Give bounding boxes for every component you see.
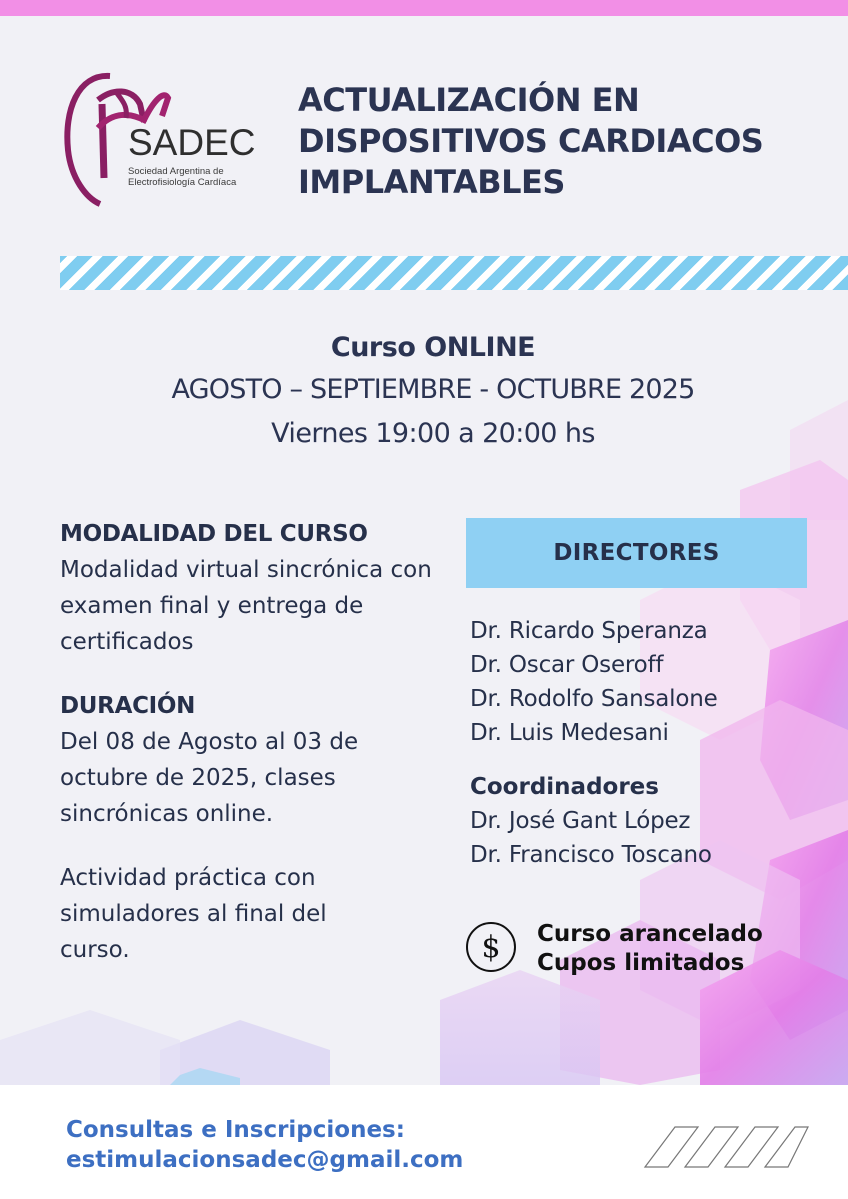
- practice-text: Actividad práctica con simuladores al final del curso.: [60, 865, 327, 963]
- course-dates: AGOSTO – SEPTIEMBRE - OCTUBRE 2025: [171, 374, 695, 405]
- title-line: ACTUALIZACIÓN EN: [298, 81, 640, 119]
- contact-info: [66, 1115, 463, 1175]
- director-name: Dr. Ricardo Speranza: [470, 618, 708, 644]
- title-line: IMPLANTABLES: [298, 163, 565, 201]
- fee-notice: [466, 920, 836, 980]
- title-line: DISPOSITIVOS CARDIACOS: [298, 122, 764, 160]
- course-info: [0, 328, 848, 456]
- duration-text: Del 08 de Agosto al 03 de octubre de 2025, clases sincrónicas online.: [60, 729, 359, 827]
- course-type: Curso ONLINE: [330, 332, 536, 363]
- fee-line: Curso arancelado: [537, 921, 763, 947]
- page-title: [298, 80, 818, 203]
- capacity-line: Cupos limitados: [537, 950, 745, 976]
- modality-heading: MODALIDAD DEL CURSO: [60, 521, 368, 547]
- contact-label: Consultas e Inscripciones:: [66, 1117, 405, 1143]
- course-details: [60, 516, 440, 968]
- dollar-icon: $: [466, 922, 516, 972]
- directors-heading: DIRECTORES: [466, 518, 807, 588]
- coordinator-name: Dr. Francisco Toscano: [470, 842, 712, 868]
- modality-text: Modalidad virtual sincrónica con examen final y entrega de certificados: [60, 557, 432, 655]
- director-name: Dr. Oscar Oseroff: [470, 652, 664, 678]
- striped-divider: [60, 256, 848, 290]
- coordinators-heading: Coordinadores: [470, 774, 659, 800]
- duration-heading: DURACIÓN: [60, 693, 196, 719]
- staff-list: [470, 614, 830, 872]
- course-time: Viernes 19:00 a 20:00 hs: [271, 418, 595, 449]
- director-name: Dr. Luis Medesani: [470, 720, 669, 746]
- coordinator-name: Dr. José Gant López: [470, 808, 691, 834]
- logo-acronym: SADEC: [128, 122, 256, 163]
- slash-decoration: [640, 1122, 810, 1172]
- contact-email[interactable]: estimulacionsadec@gmail.com: [66, 1147, 464, 1173]
- director-name: Dr. Rodolfo Sansalone: [470, 686, 718, 712]
- logo-full-name: Sociedad Argentina de Electrofisiología Cardíaca: [128, 166, 237, 188]
